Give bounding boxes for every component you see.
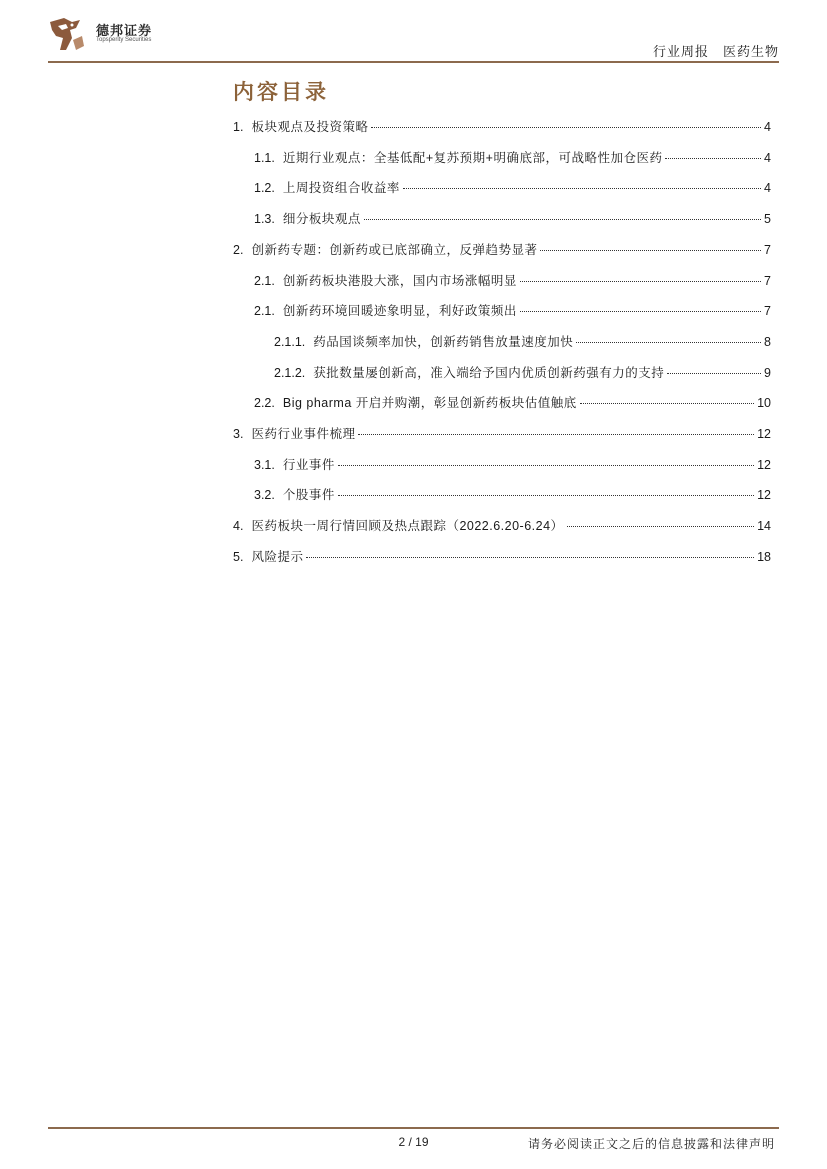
toc-dot-leader [580,403,754,404]
toc-entry-title: 上周投资组合收益率 [282,181,400,195]
toc-entry-title: 个股事件 [282,488,335,502]
toc-entry-number: 2.1.2. [274,366,306,380]
toc-entry[interactable] [254,271,771,291]
toc-entry-number: 1.3. [254,212,275,226]
toc-entry-page: 7 [764,274,771,288]
toc-entry-page: 4 [764,120,771,134]
toc-entry-number: 1.2. [254,181,275,195]
toc-entry-title: Big pharma 开启并购潮，彰显创新药板块估值触底 [282,396,577,410]
toc-entry-title: 板块观点及投资策略 [251,120,369,134]
toc-dot-leader [403,188,761,189]
toc-entry[interactable] [254,393,771,413]
toc-dot-leader [540,250,761,251]
toc-entry-page: 18 [757,550,771,564]
toc-entry[interactable] [254,455,771,475]
toc-dot-leader [338,495,754,496]
toc-entry-page: 10 [757,396,771,410]
toc-entry-page: 7 [764,243,771,257]
sector-name: 医药生物 [722,44,779,59]
toc-dot-leader [665,158,761,159]
toc-entry[interactable] [233,424,771,444]
toc-entry-number: 2. [233,243,244,257]
toc-entry[interactable] [233,547,771,567]
toc-entry-number: 3.2. [254,488,275,502]
toc-dot-leader [576,342,761,343]
toc-dot-leader [338,465,754,466]
toc-entry-number: 2.1. [254,304,275,318]
toc-entry-number: 2.1. [254,274,275,288]
toc-entry[interactable] [233,240,771,260]
toc-entry[interactable] [233,117,771,137]
toc-entry[interactable] [233,516,771,536]
header-category [653,41,779,60]
toc-entry-number: 4. [233,519,244,533]
logo-chinese-name: 德邦证券 [96,23,153,38]
toc-entry-title: 医药板块一周行情回顾及热点跟踪（2022.6.20-6.24） [251,519,564,533]
toc-entry-number: 2.2. [254,396,275,410]
header-divider [48,61,779,63]
toc-dot-leader [371,127,761,128]
toc-entry-title: 医药行业事件梳理 [251,427,356,441]
toc-entry[interactable] [254,485,771,505]
toc-entry-number: 3. [233,427,244,441]
toc-entry[interactable] [274,332,771,352]
toc-entry[interactable] [254,148,771,168]
toc-entry-title: 近期行业观点：全基低配+复苏预期+明确底部，可战略性加仓医药 [282,151,663,165]
logo-english-name: Topsperity Securities [96,37,152,43]
toc-dot-leader [520,311,761,312]
toc-entry-page: 12 [757,488,771,502]
toc-entry-title: 创新药环境回暖迹象明显，利好政策频出 [282,304,517,318]
toc-entry-title: 创新药板块港股大涨，国内市场涨幅明显 [282,274,517,288]
toc-entry[interactable] [254,209,771,229]
toc-entry-page: 9 [764,366,771,380]
footer-divider [48,1127,779,1129]
page-header [0,0,827,66]
toc-entry[interactable] [254,178,771,198]
toc-entry-page: 12 [757,427,771,441]
toc-dot-leader [520,281,761,282]
toc-entry-page: 4 [764,181,771,195]
toc-entry-title: 风险提示 [251,550,304,564]
toc-entry-title: 获批数量屡创新高，准入端给予国内优质创新药强有力的支持 [313,366,665,380]
toc-dot-leader [358,434,754,435]
disclaimer-note: 请务必阅读正文之后的信息披露和法律声明 [527,1137,775,1151]
toc-dot-leader [567,526,755,527]
toc-entry-title: 药品国谈频率加快，创新药销售放量速度加快 [313,335,574,349]
toc-entry-page: 7 [764,304,771,318]
toc-dot-leader [667,373,761,374]
toc-entry[interactable] [274,363,771,383]
toc-entry-number: 1.1. [254,151,275,165]
toc-entry-page: 12 [757,458,771,472]
logo-emblem-icon [46,16,90,54]
toc-entry-number: 1. [233,120,244,134]
page-indicator: 2 / 19 [398,1135,429,1149]
toc-entry[interactable] [254,301,771,321]
toc-entry-number: 3.1. [254,458,275,472]
report-type: 行业周报 [652,44,709,59]
toc-entry-number: 2.1.1. [274,335,306,349]
toc-entry-page: 5 [764,212,771,226]
toc-entry-number: 5. [233,550,244,564]
toc-entry-title: 创新药专题：创新药或已底部确立，反弹趋势显著 [251,243,538,257]
toc-entry-page: 14 [757,519,771,533]
toc-entry-page: 8 [764,335,771,349]
toc-dot-leader [364,219,761,220]
toc-entry-page: 4 [764,151,771,165]
toc-entry-title: 细分板块观点 [282,212,361,226]
company-logo [46,16,166,56]
toc-entry-title: 行业事件 [282,458,335,472]
toc-dot-leader [306,557,754,558]
toc-title: 内容目录 [233,81,329,104]
